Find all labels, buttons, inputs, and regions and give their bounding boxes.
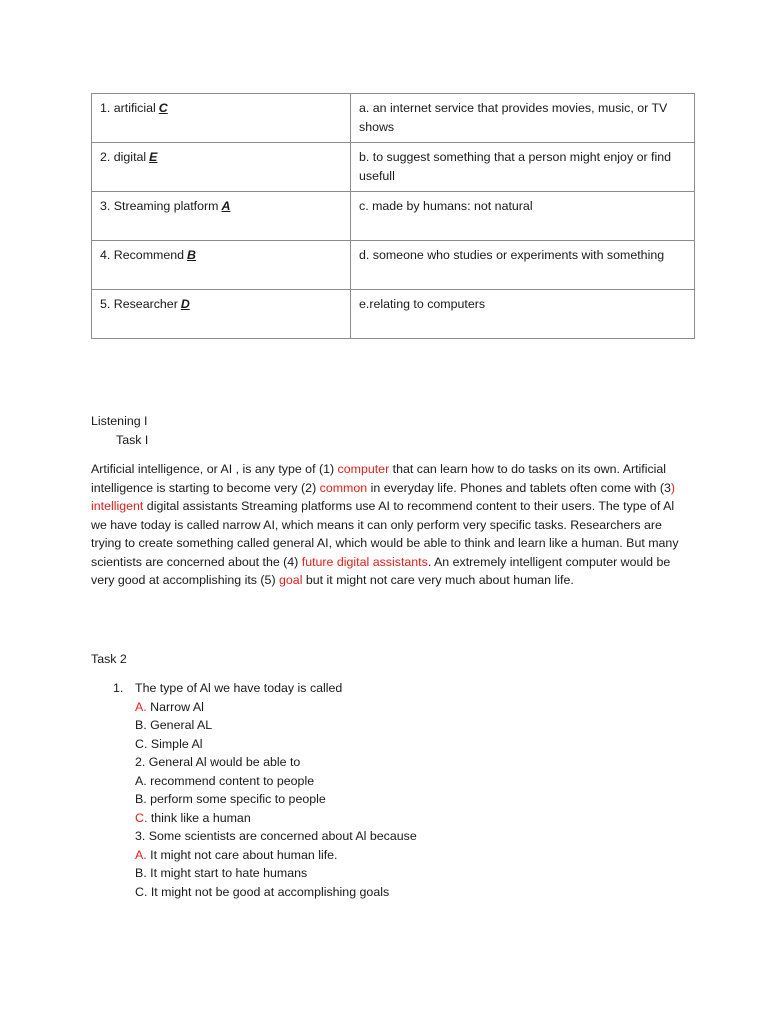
- task2-questions: [91, 679, 691, 901]
- term-cell: [92, 290, 351, 339]
- paragraph-text: but it might not care very much about human life.: [305, 573, 574, 587]
- term-text: 4. Recommend: [100, 248, 185, 262]
- table-row: [92, 143, 695, 192]
- answer-letter: C: [158, 101, 168, 115]
- answer-4: future digital assistants: [301, 554, 428, 569]
- definition-cell: d. someone who studies or experiments with something: [351, 241, 695, 290]
- answer-letter: E: [149, 150, 158, 164]
- term-text: 5. Researcher: [100, 297, 178, 311]
- table-row: [92, 94, 695, 143]
- table-row: [92, 241, 695, 290]
- task1-paragraph: [91, 460, 691, 590]
- paragraph-text: that can learn how to do tasks on its own. Artificial intelligence is starting to become very (2): [91, 462, 667, 495]
- listening-heading: Listening I: [91, 414, 148, 428]
- answer-2: common: [319, 480, 371, 495]
- task1-heading: Task I: [116, 432, 149, 447]
- option-text: think like a human: [147, 810, 251, 825]
- answer-letter: A: [221, 199, 231, 213]
- paragraph-text: digital assistants Streaming platforms use AI to recommend content to their users. The type of Al we have today is called narrow AI, which means it can only perform very specific tasks. Researchers are trying to create something called general AI, which would be able to think and learn like a human. But many scientists are concerned about the (4): [91, 499, 679, 569]
- question-1: [91, 679, 691, 698]
- answer-letter: B: [187, 248, 196, 262]
- paragraph-text: . An extremely intelligent computer would be very good at accomplishing its (5): [91, 554, 671, 587]
- term-cell: [92, 192, 351, 241]
- option-text: Narrow Al: [146, 699, 204, 714]
- vocabulary-matching-table: [91, 93, 695, 339]
- option-line: C. It might not be good at accomplishing goals: [135, 884, 390, 899]
- correct-option-letter: C.: [135, 810, 148, 825]
- definition-cell: c. made by humans: not natural: [351, 192, 695, 241]
- term-cell: [92, 94, 351, 143]
- term-text: 2. digital: [100, 150, 147, 164]
- option-line: B. It might start to hate humans: [135, 866, 308, 880]
- option-line: [91, 698, 691, 717]
- option-line: B. perform some specific to people: [135, 792, 326, 806]
- correct-option-letter: A.: [135, 699, 147, 714]
- question-text: The type of Al we have today is called: [135, 681, 343, 695]
- definition-cell: b. to suggest something that a person might enjoy or find usefull: [351, 143, 695, 192]
- correct-option-letter: A.: [135, 847, 147, 862]
- answer-5: goal: [279, 573, 306, 587]
- definition-cell: a. an internet service that provides movies, music, or TV shows: [351, 94, 695, 143]
- option-line: [91, 809, 691, 828]
- option-line: B. General AL: [135, 718, 213, 732]
- option-line: A. recommend content to people: [135, 773, 315, 788]
- question-3: 3. Some scientists are concerned about Al because: [135, 829, 417, 843]
- paragraph-text: in everyday life. Phones and tablets often come with (3: [370, 480, 671, 495]
- task2-heading: Task 2: [91, 652, 127, 666]
- term-cell: [92, 143, 351, 192]
- paragraph-text: Artificial intelligence, or AI , is any type of (1): [91, 462, 338, 476]
- term-text: 3. Streaming platform: [100, 199, 219, 213]
- listening-section-heading: [91, 412, 691, 449]
- table-row: [92, 192, 695, 241]
- question-2: 2. General Al would be able to: [135, 755, 301, 769]
- term-text: 1. artificial: [100, 101, 156, 115]
- question-number: 1.: [113, 681, 124, 695]
- option-line: [91, 846, 691, 865]
- definition-cell: e.relating to computers: [351, 290, 695, 339]
- option-line: C. Simple Al: [135, 736, 203, 751]
- answer-letter: D: [180, 297, 190, 311]
- option-text: It might not care about human life.: [146, 847, 338, 862]
- answer-3: ) intelligent: [91, 480, 676, 513]
- term-cell: [92, 241, 351, 290]
- answer-1: computer: [337, 462, 393, 476]
- table-row: [92, 290, 695, 339]
